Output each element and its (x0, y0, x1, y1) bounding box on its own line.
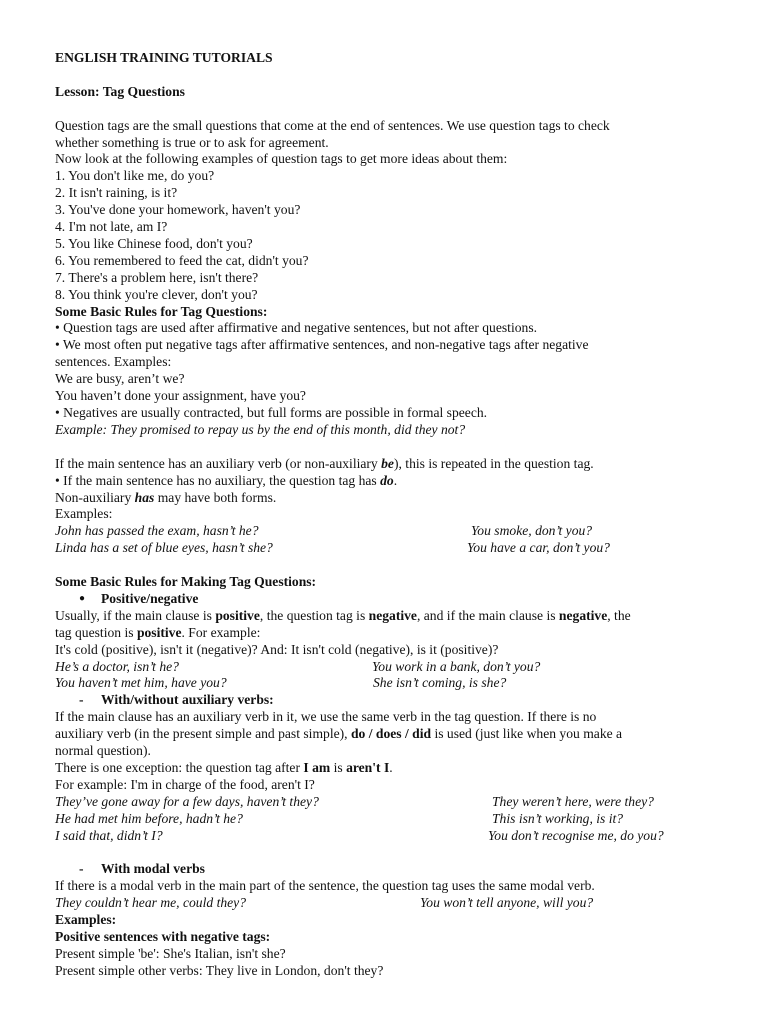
modal-heading: - With modal verbs (79, 861, 205, 877)
auxiliary-heading: - With/without auxiliary verbs: (79, 692, 274, 708)
rule-line: • We most often put negative tags after affirmative sentences, and non-negative tags after negative (55, 337, 589, 353)
aux-rule-line: Non-auxiliary has may have both forms. (55, 489, 277, 505)
rule-example: Example: They promised to repay us by the end of this month, did they not? (55, 421, 466, 437)
aux-rule-line: If the main sentence has an auxiliary verb (or non-auxiliary be), this is repeated in the question tag. (55, 455, 594, 471)
posneg-rule-line: tag question is positive. For example: (55, 624, 261, 640)
example-item: 6. You remembered to feed the cat, didn't you? (55, 252, 309, 268)
dash-marker: - (79, 692, 84, 708)
dash-marker: - (79, 861, 84, 877)
document-title: ENGLISH TRAINING TUTORIALS (55, 50, 273, 65)
intro-line: Question tags are the small questions that come at the end of sentences. We use question tags to check (55, 117, 610, 133)
auxiliary-rule-line: auxiliary verb (in the present simple and past simple), do / does / did is used (just like when you make a (55, 726, 623, 742)
rule-line: You haven’t done your assignment, have you? (55, 388, 306, 404)
example-item: 1. You don't like me, do you? (55, 168, 215, 184)
posneg-rule-line: It's cold (positive), isn't it (negative)? And: It isn't cold (negative), is it (positive)? (55, 641, 499, 657)
intro-line: Now look at the following examples of question tags to get more ideas about them: (55, 151, 508, 167)
rule-line: sentences. Examples: (55, 354, 172, 370)
examples-label: Examples: (55, 506, 113, 522)
making-rules-heading: Some Basic Rules for Making Tag Questions: (55, 574, 317, 589)
bullet-icon: ● (79, 592, 86, 604)
example-item: 3. You've done your homework, haven't you? (55, 202, 301, 218)
example-item: 7. There's a problem here, isn't there? (55, 269, 259, 285)
example-line: Present simple other verbs: They live in London, don't they? (55, 962, 384, 978)
auxiliary-rule-line: For example: I'm in charge of the food, aren't I? (55, 776, 315, 792)
rule-line: • Question tags are used after affirmative and negative sentences, but not after questions. (55, 320, 538, 336)
example-item: 5. You like Chinese food, don't you? (55, 235, 253, 251)
example-pair: I said that, didn’t I? You don’t recognise me, do you? (55, 827, 664, 843)
positive-negative-heading: ● Positive/negative (79, 590, 199, 606)
rule-line: • Negatives are usually contracted, but full forms are possible in formal speech. (55, 405, 488, 420)
rule-line: We are busy, aren’t we? (55, 371, 185, 387)
example-pair: They’ve gone away for a few days, haven’t they? They weren’t here, were they? (55, 793, 654, 809)
basic-rules-heading: Some Basic Rules for Tag Questions: (55, 303, 268, 319)
intro-line: whether something is true or to ask for agreement. (55, 134, 329, 150)
example-pair: They couldn’t hear me, could they? You won’t tell anyone, will you? (55, 895, 594, 911)
auxiliary-rule-line: If the main clause has an auxiliary verb in it, we use the same verb in the tag question. If there is no (55, 709, 597, 725)
aux-rule-line: • If the main sentence has no auxiliary, the question tag has do. (55, 472, 398, 488)
posneg-rule-line: Usually, if the main clause is positive, the question tag is negative, and if the main clause is negative, the (55, 607, 631, 623)
example-pair: John has passed the exam, hasn’t he? You smoke, don’t you? (55, 523, 593, 539)
modal-rule-line: If there is a modal verb in the main part of the sentence, the question tag uses the same modal verb. (55, 878, 595, 894)
lesson-title: Lesson: Tag Questions (55, 83, 185, 99)
example-pair: Linda has a set of blue eyes, hasn’t she? You have a car, don’t you? (55, 540, 610, 556)
example-item: 8. You think you're clever, don't you? (55, 286, 258, 302)
document-page (55, 50, 715, 980)
example-item: 4. I'm not late, am I? (55, 219, 168, 235)
examples-heading: Examples: (55, 912, 117, 928)
auxiliary-rule-line: normal question). (55, 743, 151, 759)
example-pair: He’s a doctor, isn’t he? You work in a bank, don’t you? (55, 658, 541, 674)
example-pair: You haven’t met him, have you? She isn’t coming, is she? (55, 675, 507, 691)
example-item: 2. It isn't raining, is it? (55, 185, 178, 201)
example-pair: He had met him before, hadn’t he? This isn’t working, is it? (55, 810, 624, 826)
example-line: Present simple 'be': She's Italian, isn't she? (55, 945, 286, 961)
positive-negative-tags-heading: Positive sentences with negative tags: (55, 928, 271, 944)
auxiliary-rule-line: There is one exception: the question tag after I am is aren't I. (55, 759, 393, 775)
